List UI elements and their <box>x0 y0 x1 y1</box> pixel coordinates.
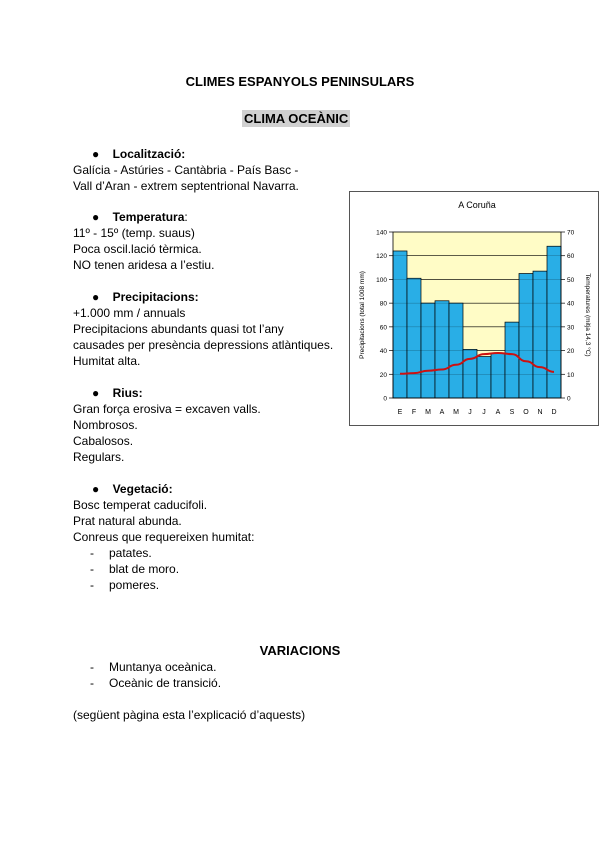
section-rius-head <box>92 385 143 401</box>
text-line: Bosc temperat caducifoli. <box>73 498 208 512</box>
month-label: E <box>397 409 403 416</box>
month-label: D <box>551 409 557 416</box>
dash-marker: - <box>90 676 94 690</box>
tick-label-left: 40 <box>379 348 387 356</box>
month-label: M <box>453 409 459 416</box>
precip-bar <box>407 278 421 398</box>
month-label: O <box>523 409 529 416</box>
tick-label-right: 0 <box>567 395 571 403</box>
text-line: Conreus que requereixen humitat: <box>73 530 255 544</box>
section-vegetacio-head <box>92 481 173 497</box>
month-label: N <box>537 409 543 416</box>
tick-label-left: 140 <box>376 229 387 237</box>
month-label: F <box>411 409 417 416</box>
tick-label-left: 0 <box>383 395 387 403</box>
month-label: J <box>468 409 472 416</box>
text-line: Galícia - Astúries - Cantàbria - País Basc - <box>73 163 299 177</box>
text-line: 11º - 15º (temp. suaus) <box>73 226 195 240</box>
climate-chart <box>349 191 599 426</box>
list-item-text: pomeres. <box>109 578 160 592</box>
text-line: Prat natural abunda. <box>73 514 182 528</box>
climate-chart-svg <box>350 192 598 425</box>
list-item <box>90 675 221 691</box>
section-heading: Rius: <box>112 386 143 400</box>
variacions-heading: VARIACIONS <box>259 643 341 658</box>
precip-bar <box>477 357 491 399</box>
tick-label-right: 60 <box>567 253 575 261</box>
dash-marker: - <box>90 578 94 592</box>
text-line: Humitat alta. <box>73 354 141 368</box>
dash-marker: - <box>90 660 94 674</box>
tick-label-left: 120 <box>376 253 387 261</box>
text-line: Nombrosos. <box>73 418 138 432</box>
precip-bar <box>393 251 407 398</box>
chart-title: A Coruña <box>458 200 496 210</box>
list-item <box>90 561 179 577</box>
tick-label-right: 40 <box>567 300 575 308</box>
section-heading: Vegetació: <box>112 482 173 496</box>
list-item <box>90 577 159 593</box>
text-line: Poca oscil.lació tèrmica. <box>73 242 202 256</box>
section-heading: Precipitacions: <box>112 290 199 304</box>
bullet-icon: ● <box>92 386 100 400</box>
list-item <box>90 659 216 675</box>
tick-label-right: 10 <box>567 371 575 379</box>
bullet-icon: ● <box>92 210 100 224</box>
month-label: J <box>482 409 486 416</box>
tick-label-right: 20 <box>567 348 575 356</box>
section-heading: Temperatura <box>112 210 185 224</box>
list-item-text: blat de moro. <box>109 562 180 576</box>
heading-suffix: : <box>184 210 188 224</box>
precip-bar <box>519 274 533 399</box>
bullet-icon: ● <box>92 482 100 496</box>
list-item-text: Muntanya oceànica. <box>109 660 217 674</box>
month-label: M <box>425 409 431 416</box>
text-line: Vall d’Aran - extrem septentrional Navarra. <box>73 179 299 193</box>
list-item <box>90 545 152 561</box>
section-heading: Localització: <box>112 147 186 161</box>
y-axis-label-left: Precipitacions (total 1008 mm) <box>359 271 366 359</box>
section-temperatura-head <box>92 209 188 225</box>
precip-bar <box>547 246 561 398</box>
text-line: Precipitacions abundants quasi tot l’any <box>73 322 284 336</box>
text-line: Gran força erosiva = excaven valls. <box>73 402 261 416</box>
precip-bar <box>435 301 449 398</box>
page-subtitle: CLIMA OCEÀNIC <box>244 111 349 126</box>
section-localitzacio-head <box>92 146 185 162</box>
section-precipitacions-head <box>92 289 199 305</box>
dash-marker: - <box>90 562 94 576</box>
y-axis-label-right: Temperatures (mitja 14,3 °C) <box>584 273 591 357</box>
precip-bar <box>491 353 505 398</box>
list-item-text: patates. <box>109 546 152 560</box>
month-label: A <box>439 409 445 416</box>
variacions-note: (següent pàgina esta l’explicació d’aquests) <box>73 708 306 722</box>
page-title: CLIMES ESPANYOLS PENINSULARS <box>185 74 415 89</box>
text-line: Cabalosos. <box>73 434 134 448</box>
text-line: causades per presència depressions atlàntiques. <box>73 338 334 352</box>
month-label: S <box>509 409 515 416</box>
bullet-icon: ● <box>92 147 100 161</box>
precip-bar <box>533 271 547 398</box>
tick-label-right: 50 <box>567 276 575 284</box>
month-label: A <box>495 409 501 416</box>
tick-label-right: 30 <box>567 324 575 332</box>
tick-label-right: 70 <box>567 229 575 237</box>
tick-label-left: 20 <box>379 371 387 379</box>
tick-label-left: 100 <box>376 276 387 284</box>
text-line: +1.000 mm / annuals <box>73 306 186 320</box>
tick-label-left: 60 <box>379 324 387 332</box>
tick-label-left: 80 <box>379 300 387 308</box>
text-line: Regulars. <box>73 450 125 464</box>
bullet-icon: ● <box>92 290 100 304</box>
precip-bar <box>505 322 519 398</box>
text-line: NO tenen aridesa a l’estiu. <box>73 258 215 272</box>
dash-marker: - <box>90 546 94 560</box>
list-item-text: Oceànic de transició. <box>109 676 222 690</box>
